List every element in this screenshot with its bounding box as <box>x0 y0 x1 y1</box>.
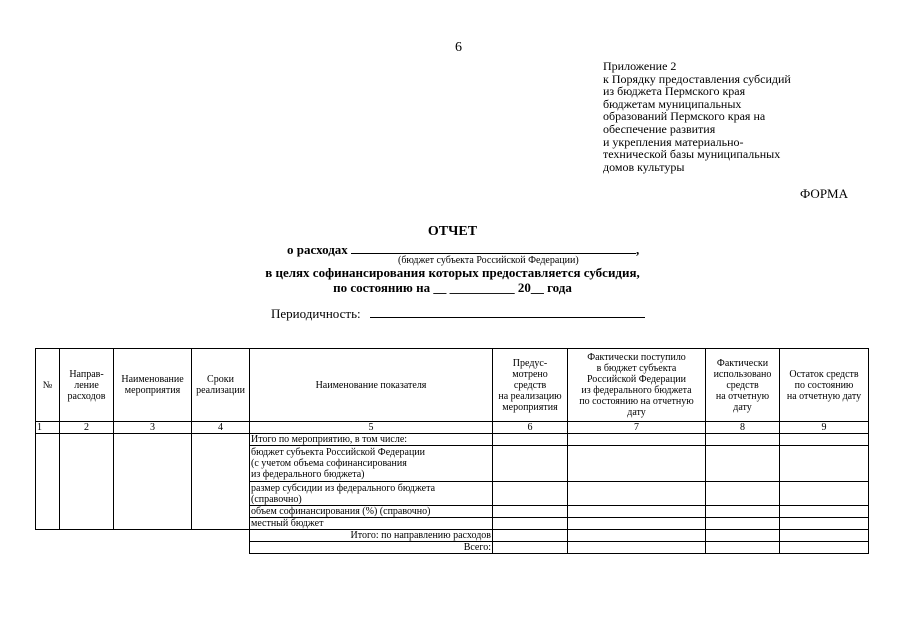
column-number: 6 <box>493 422 568 434</box>
cell-balance <box>780 446 869 482</box>
cell-received <box>568 446 706 482</box>
page-number: 6 <box>455 40 462 55</box>
cell-number <box>36 434 60 530</box>
header-used: Фактически использовано средств на отчетную дату <box>706 349 780 422</box>
indicator-subject-budget: бюджет субъекта Российской Федерации (с учетом объема софинансирования из федерального бюджета) <box>250 446 493 482</box>
cell-direction <box>60 434 114 530</box>
cell-planned <box>493 530 568 542</box>
cell-planned <box>493 518 568 530</box>
cell-planned <box>493 482 568 506</box>
header-event-name: Наименование мероприятия <box>114 349 192 422</box>
header-indicator: Наименование показателя <box>250 349 493 422</box>
cell-planned <box>493 542 568 554</box>
periodicity-blank <box>370 317 645 318</box>
cell-balance <box>780 530 869 542</box>
column-number-row <box>36 422 869 434</box>
column-number: 1 <box>36 422 60 434</box>
cell-planned <box>493 434 568 446</box>
appendix-line: к Порядку предоставления субсидий <box>603 71 791 86</box>
cell-planned <box>493 446 568 482</box>
grand-total-label: Всего: <box>250 542 493 554</box>
total-direction-label: Итого: по направлению расходов <box>250 530 493 542</box>
total-direction-row <box>36 530 869 542</box>
header-number: № <box>36 349 60 422</box>
appendix-line: образований Пермского края на <box>603 109 766 124</box>
header-direction: Направ- ление расходов <box>60 349 114 422</box>
appendix-line: технической базы муниципальных <box>603 147 781 162</box>
appendix-line: Приложение 2 <box>603 59 677 73</box>
indicator-local-budget: местный бюджет <box>250 518 493 530</box>
purpose-line: в целях софинансирования которых предоставляется субсидия, <box>265 265 640 280</box>
cell-used <box>706 506 780 518</box>
indicator-federal-subsidy: размер субсидии из федерального бюджета (справочно) <box>250 482 493 506</box>
header-balance: Остаток средств по состоянию на отчетную дату <box>780 349 869 422</box>
report-title: ОТЧЕТ <box>427 224 478 239</box>
cell-received <box>568 530 706 542</box>
cell-balance <box>780 434 869 446</box>
header-received: Фактически поступило в бюджет субъекта Российской Федерации из федерального бюджета по состоянию на отчетную дату <box>568 349 706 422</box>
date-line: по состоянию на __ __________ 20__ года <box>333 280 572 295</box>
spacer <box>36 530 250 542</box>
cell-used <box>706 434 780 446</box>
cell-used <box>706 446 780 482</box>
periodicity-line <box>271 306 645 322</box>
cell-received <box>568 542 706 554</box>
spacer <box>36 542 250 554</box>
cell-balance <box>780 542 869 554</box>
cell-received <box>568 482 706 506</box>
cell-received <box>568 506 706 518</box>
report-table <box>35 348 869 554</box>
appendix-line: и укрепления материально- <box>603 134 744 149</box>
appendix-line: обеспечение развития <box>603 121 716 136</box>
cell-balance <box>780 482 869 506</box>
cell-received <box>568 518 706 530</box>
appendix-line: из бюджета Пермского края <box>603 84 746 99</box>
appendix-line: домов культуры <box>603 159 685 174</box>
subject-budget-caption: (бюджет субъекта Российской Федерации) <box>398 255 579 266</box>
cell-used <box>706 518 780 530</box>
periodicity-label: Периодичность: <box>271 306 361 321</box>
appendix-line: бюджетам муниципальных <box>603 96 742 111</box>
cell-received <box>568 434 706 446</box>
appendix-block <box>603 60 863 173</box>
indicator-cofinancing: объем софинансирования (%) (справочно) <box>250 506 493 518</box>
column-number: 5 <box>250 422 493 434</box>
cell-balance <box>780 518 869 530</box>
header-terms: Сроки реализации <box>192 349 250 422</box>
column-number: 2 <box>60 422 114 434</box>
column-number: 3 <box>114 422 192 434</box>
cell-terms <box>192 434 250 530</box>
indicator-total-event: Итого по мероприятию, в том числе: <box>250 434 493 446</box>
table-row <box>36 434 869 446</box>
expenses-prefix: о расходах <box>287 242 348 257</box>
column-number: 4 <box>192 422 250 434</box>
cell-used <box>706 482 780 506</box>
cell-event-name <box>114 434 192 530</box>
cell-used <box>706 530 780 542</box>
column-number: 9 <box>780 422 869 434</box>
header-row <box>36 349 869 422</box>
cell-balance <box>780 506 869 518</box>
column-number: 8 <box>706 422 780 434</box>
form-label: ФОРМА <box>800 186 848 201</box>
grand-total-row <box>36 542 869 554</box>
header-planned: Предус- мотрено средств на реализацию мероприятия <box>493 349 568 422</box>
cell-planned <box>493 506 568 518</box>
expenses-suffix: , <box>636 242 640 257</box>
subject-budget-blank <box>351 253 636 254</box>
cell-used <box>706 542 780 554</box>
column-number: 7 <box>568 422 706 434</box>
